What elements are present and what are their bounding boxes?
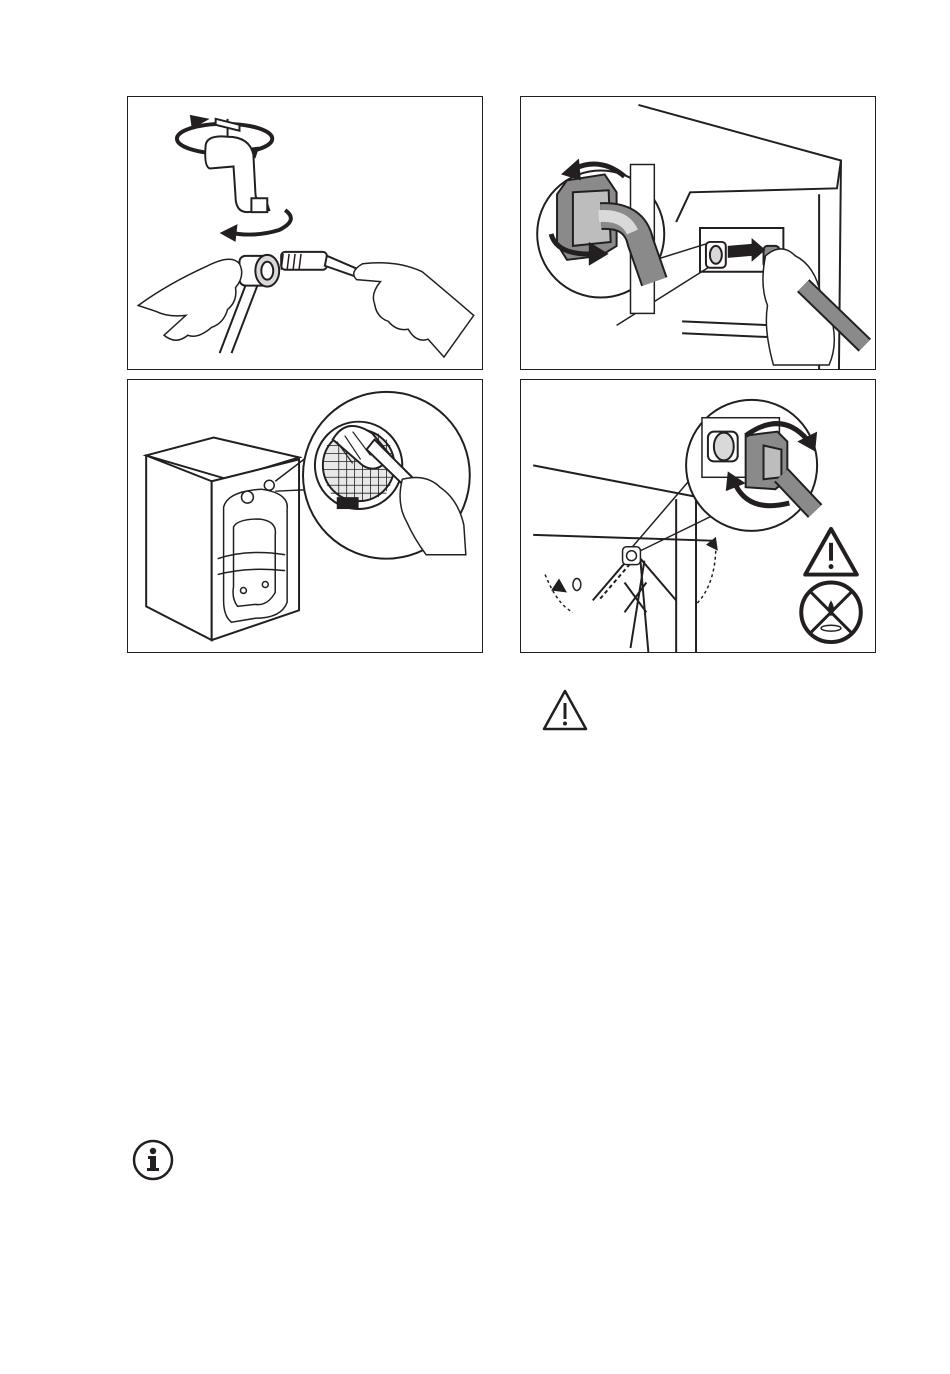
pull-arrow-icon bbox=[728, 238, 766, 262]
magnified-inset bbox=[537, 165, 664, 314]
illustration-hose-reconnect bbox=[521, 380, 875, 652]
illustration-inlet-filter-cleaning bbox=[128, 380, 482, 652]
right-hand-icon bbox=[354, 263, 474, 357]
info-circle-icon bbox=[131, 1138, 175, 1182]
left-hand-icon bbox=[138, 259, 241, 340]
warning-triangle-icon bbox=[541, 688, 589, 732]
illustration-tap-filter-cleaning bbox=[128, 97, 482, 369]
washing-machine-icon bbox=[146, 438, 299, 641]
figure-inlet-filter-cleaning bbox=[127, 379, 483, 653]
figure-tap-and-filter-cleaning bbox=[127, 96, 483, 370]
warning-triangle-icon bbox=[805, 529, 857, 575]
tap-icon bbox=[205, 119, 269, 212]
magnified-inset bbox=[686, 400, 817, 531]
figure-hose-disconnect bbox=[520, 96, 876, 370]
rotate-arrow-icon bbox=[228, 210, 291, 234]
figure-hose-reconnect bbox=[520, 379, 876, 653]
no-leak-icon bbox=[801, 583, 861, 643]
illustration-hose-disconnect bbox=[521, 97, 875, 369]
